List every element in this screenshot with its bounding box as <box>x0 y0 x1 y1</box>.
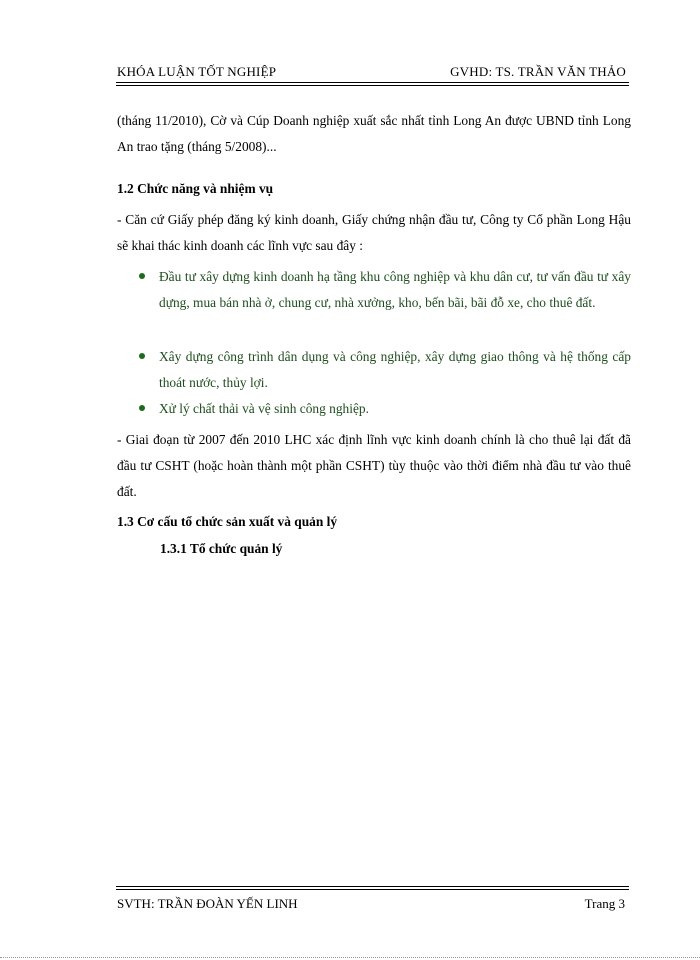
paragraph-business-period: - Giai đoạn từ 2007 đến 2010 LHC xác định lĩnh vực kinh doanh chính là cho thuê lại đất đã đầu tư CSHT (hoặc hoàn thành một phần CSHT) tùy thuộc vào thời điểm nhà đầu tư vào thuê đất. <box>117 432 631 499</box>
section-heading-1-3-1: 1.3.1 Tổ chức quản lý <box>160 541 283 556</box>
page-number: Trang 3 <box>584 896 625 911</box>
list-item-text: Xử lý chất thải và vệ sinh công nghiệp. <box>159 401 369 416</box>
list-item-text: Đầu tư xây dựng kinh doanh hạ tầng khu công nghiệp và khu dân cư, tư vấn đầu tư xây dựng, mua bán nhà ở, chung cư, nhà xưởng, kho, bến bãi, bãi đỗ xe, cho thuê đất. <box>159 269 631 310</box>
footer-author: SVTH: TRẦN ĐOÀN YẾN LINH <box>117 896 298 911</box>
page-edge <box>0 957 700 958</box>
list-item-text: Xây dựng công trình dân dụng và công nghiệp, xây dựng giao thông và hệ thống cấp thoát nước, thủy lợi. <box>159 349 631 390</box>
paragraph-business-license: - Căn cứ Giấy phép đăng ký kinh doanh, Giấy chứng nhận đầu tư, Công ty Cổ phần Long Hậu sẽ khai thác kinh doanh các lĩnh vực sau đây : <box>117 212 631 253</box>
bullet-icon <box>139 273 145 279</box>
bullet-icon <box>139 353 145 359</box>
header-thesis-title: KHÓA LUẬN TỐT NGHIỆP <box>117 64 277 79</box>
footer-rule-double <box>116 889 629 890</box>
document-body <box>117 0 631 960</box>
header-advisor: GVHD: TS. TRẦN VĂN THẢO <box>450 64 626 79</box>
footer-rule <box>116 886 629 887</box>
section-heading-1-2: 1.2 Chức năng và nhiệm vụ <box>117 181 274 196</box>
bullet-icon <box>139 405 145 411</box>
paragraph-intro: (tháng 11/2010), Cờ và Cúp Doanh nghiệp xuất sắc nhất tỉnh Long An được UBND tỉnh Long An trao tặng (tháng 5/2008)... <box>117 113 631 154</box>
section-heading-1-3: 1.3 Cơ cấu tổ chức sản xuất và quản lý <box>117 514 338 529</box>
